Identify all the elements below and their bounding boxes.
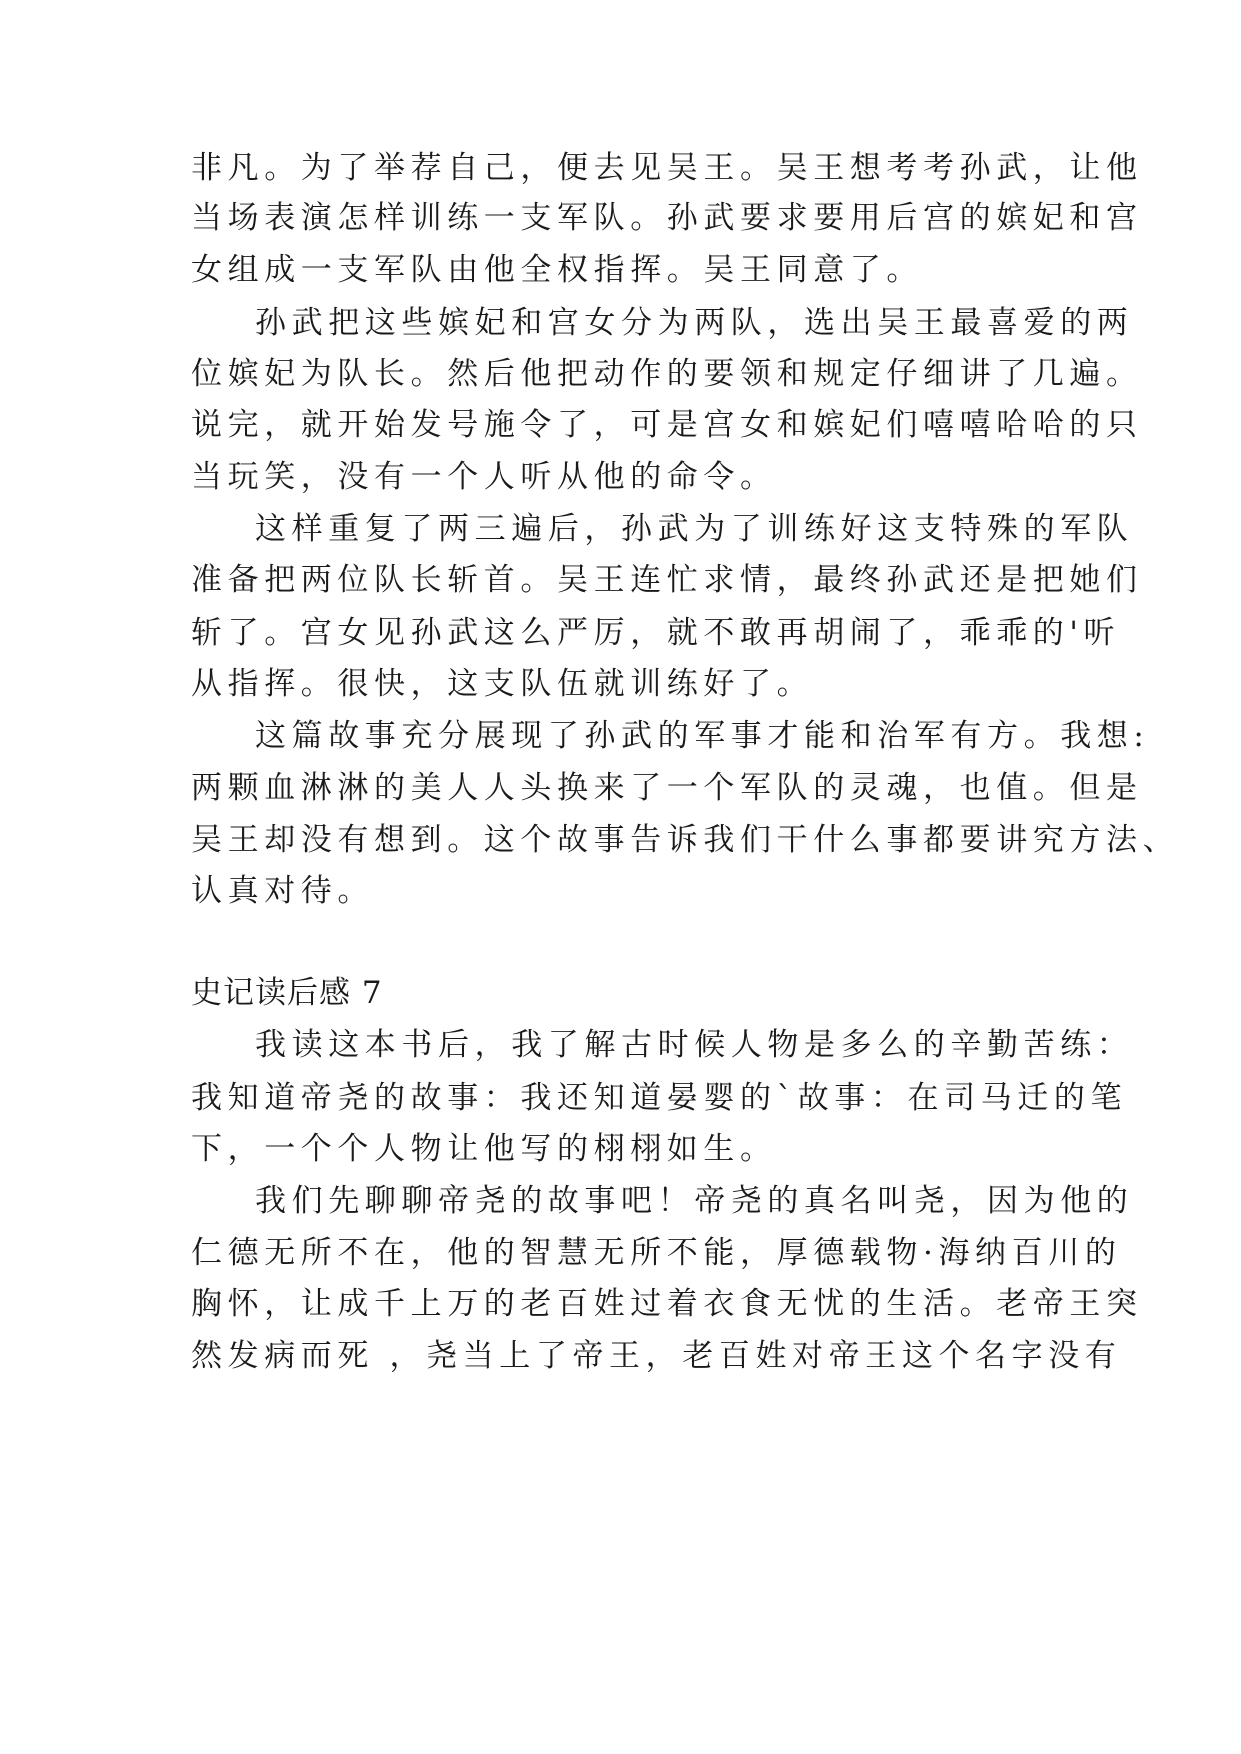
text-line: 当场表演怎样训练一支军队。孙武要求要用后宫的嫔妃和宫 [191, 200, 1143, 236]
text-line: 两颗血淋淋的美人人头换来了一个军队的灵魂，也值。但是 [191, 770, 1143, 806]
text-line: 说完，就开始发号施令了，可是宫女和嫔妃们嘻嘻哈哈的只 [191, 407, 1143, 443]
text-line: 位嫔妃为队长。然后他把动作的要领和规定仔细讲了几遍。 [191, 356, 1143, 392]
text-line: 从指挥。很快，这支队伍就训练好了。 [191, 666, 814, 702]
text-line: 斩了。宫女见孙武这么严厉，就不敢再胡闹了，乖乖的'听 [191, 615, 1121, 651]
text-line: 孙武把这些嫔妃和宫女分为两队，选出吴王最喜爱的两 [255, 305, 1134, 341]
text-line: 这样重复了两三遍后，孙武为了训练好这支特殊的军队 [255, 511, 1134, 547]
text-line: 我们先聊聊帝尧的故事吧！帝尧的真名叫尧，因为他的 [255, 1183, 1134, 1219]
text-line: 下，一个个人物让他写的栩栩如生。 [191, 1131, 777, 1167]
section-title: 史记读后感 7 [191, 975, 383, 1011]
text-line: 女组成一支军队由他全权指挥。吴王同意了。 [191, 252, 923, 288]
text-line: 非凡。为了举荐自己，便去见吴王。吴王想考考孙武，让他 [191, 150, 1143, 186]
text-line: 胸怀，让成千上万的老百姓过着衣食无忧的生活。老帝王突 [191, 1286, 1143, 1322]
text-line: 这篇故事充分展现了孙武的军事才能和治军有方。我想: [255, 718, 1150, 754]
text-line: 然发病而死 ，尧当上了帝王，老百姓对帝王这个名字没有 [191, 1338, 1122, 1374]
text-line: 准备把两位队长斩首。吴王连忙求情，最终孙武还是把她们 [191, 562, 1143, 598]
text-line: 我读这本书后，我了解古时候人物是多么的辛勤苦练： [255, 1027, 1134, 1063]
text-line: 我知道帝尧的故事：我还知道晏婴的`故事：在司马迁的笔 [191, 1080, 1128, 1116]
text-line: 认真对待。 [191, 873, 374, 909]
text-line: 当玩笑，没有一个人听从他的命令。 [191, 459, 777, 495]
text-line: 吴王却没有想到。这个故事告诉我们干什么事都要讲究方法、 [191, 822, 1180, 858]
text-line: 仁德无所不在，他的智慧无所不能，厚德载物·海纳百川的 [191, 1235, 1122, 1271]
